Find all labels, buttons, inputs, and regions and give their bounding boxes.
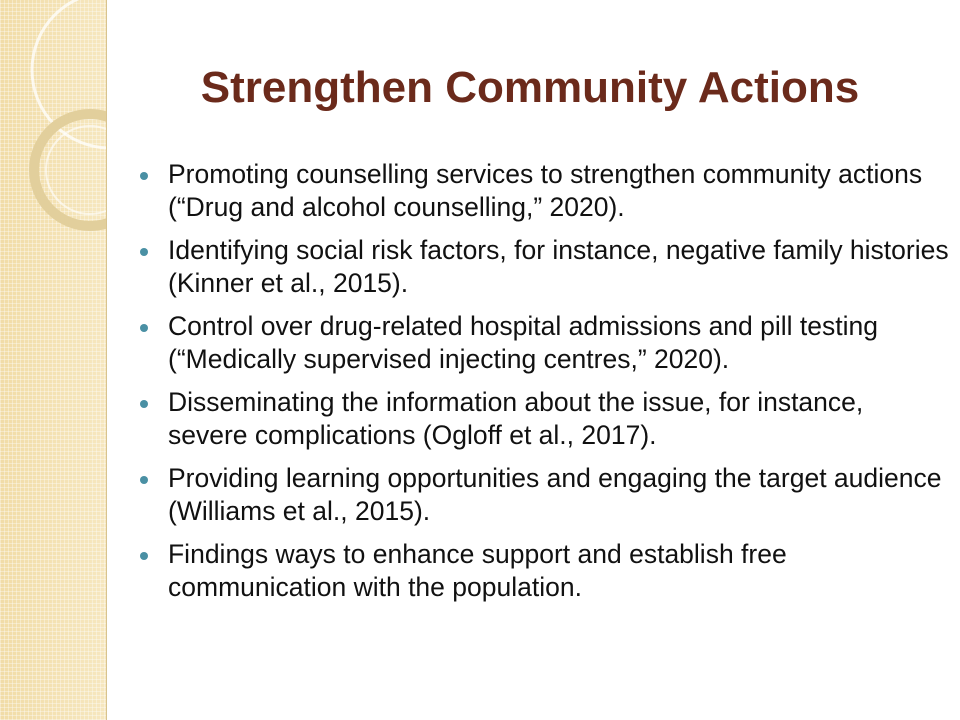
- bullet-item: [136, 310, 950, 376]
- bullet-text: Disseminating the information about the issue, for instance, severe complications (Ogloff et al., 2017).: [168, 387, 864, 450]
- decorative-sidebar: [0, 0, 107, 720]
- bullet-dot-icon: [140, 248, 148, 256]
- slide-title: Strengthen Community Actions: [200, 63, 860, 112]
- bullet-text: Providing learning opportunities and engaging the target audience (Williams et al., 2015).: [168, 463, 942, 526]
- bullet-text: Identifying social risk factors, for instance, negative family histories (Kinner et al., 2015).: [168, 235, 949, 298]
- bullet-item: [136, 158, 950, 224]
- bullet-item: [136, 234, 950, 300]
- bullet-text: Promoting counselling services to strengthen community actions (“Drug and alcohol counselling,” 2020).: [168, 159, 923, 222]
- decorative-circles-icon: [0, 0, 106, 720]
- bullet-dot-icon: [140, 324, 148, 332]
- bullet-text: Findings ways to enhance support and establish free communication with the population.: [168, 539, 787, 602]
- bullet-dot-icon: [140, 400, 148, 408]
- bullet-list: [136, 158, 950, 614]
- bullet-dot-icon: [140, 552, 148, 560]
- bullet-item: [136, 386, 950, 452]
- bullet-dot-icon: [140, 476, 148, 484]
- bullet-text: Control over drug-related hospital admissions and pill testing (“Medically supervised injecting centres,” 2020).: [168, 311, 878, 374]
- bullet-item: [136, 538, 950, 604]
- bullet-item: [136, 462, 950, 528]
- bullet-dot-icon: [140, 172, 148, 180]
